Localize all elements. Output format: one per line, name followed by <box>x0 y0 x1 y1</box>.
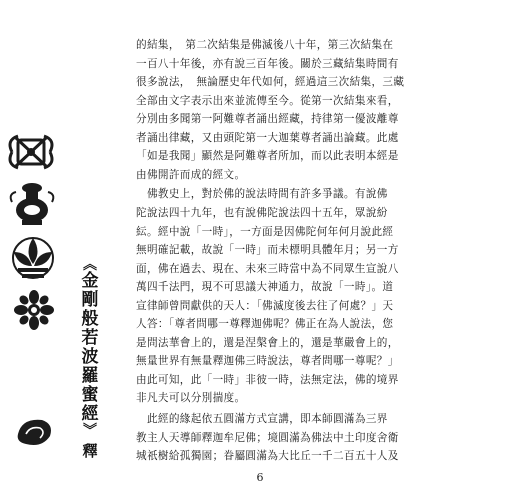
text-line: 紜。經中說「一時」，一方面是因佛陀何年何月說此經 <box>136 225 394 238</box>
text-line: 由此可知，此「一時」非彼一時，法無定法，佛的境界 <box>136 373 399 386</box>
text-line: 陀說法四十九年，也有說佛陀說法四十五年，眾說紛 <box>136 206 388 219</box>
text-line: 無量世界有無量釋迦佛三時說法，尊者問哪一尊呢？」 <box>136 355 399 368</box>
text-line: 是問法華會上的，還是涅槃會上的，還是華嚴會上的， <box>136 336 399 349</box>
conch-icon <box>12 412 56 452</box>
title-char: 波 <box>81 347 99 367</box>
title-char: 羅 <box>81 366 99 386</box>
text-line: 教主人天導師釋迦牟尼佛；境圓滿為佛法中土印度舍衛 <box>136 431 399 444</box>
text-line: 萬四千法門，現不可思議大神通力，故說「一時」。道 <box>136 281 394 294</box>
title-char: 剛 <box>81 290 99 310</box>
title-char: 若 <box>81 328 99 348</box>
text-line: 宣律師曾問獻供的天人：「佛滅度後去往了何處？」天 <box>136 299 394 312</box>
text-line: 很多說法， 無論歷史年代如何，經過這三次結集，三藏 <box>136 76 405 89</box>
text-line: 佛教史上，對於佛的說法時間有許多爭議。有說佛 <box>136 188 388 201</box>
text-line: 無明確記載，故說「一時」而未標明具體年月；另一方 <box>136 244 399 257</box>
text-line: 者誦出律藏，又由頭陀第一大迦葉尊者誦出論藏。此處 <box>136 131 399 144</box>
title-close-bracket: ︾ <box>83 423 97 439</box>
title-char: 般 <box>81 309 99 329</box>
ornament-column <box>4 130 64 470</box>
vertical-book-title <box>78 258 102 461</box>
endless-knot-icon <box>8 130 54 174</box>
text-line: 非凡夫可以分別揣度。 <box>136 392 246 405</box>
text-line: 面，佛在過去、現在、未來三時當中為不同眾生宣說八 <box>136 262 399 275</box>
text-line: 城祇樹給孤獨園；眷屬圓滿為大比丘一千二百五十人及 <box>136 450 399 463</box>
title-char: 蜜 <box>81 385 99 405</box>
text-line: 的結集， 第二次結集是佛滅後八十年，第三次結集在 <box>136 39 394 51</box>
text-line: 分別由多聞第一阿難尊者誦出經藏，持律第一優波離尊 <box>136 113 399 126</box>
title-suffix: 釋 <box>82 442 98 460</box>
lotus-icon <box>8 234 58 282</box>
title-char: 金 <box>81 271 99 291</box>
page-number: 6 <box>256 471 264 484</box>
flower-icon <box>10 290 58 334</box>
text-line: 此經的緣起依五圓滿方式宣講，即本師圓滿為三界 <box>136 413 388 425</box>
text-line: 「如是我聞」顯然是阿難尊者所加，而以此表明本經是 <box>136 150 399 163</box>
text-line: 由佛開許而成的經文。 <box>136 168 246 181</box>
text-line: 人答：「尊者問哪一尊釋迦佛呢？佛正在為人說法，您 <box>136 318 394 331</box>
text-line: 一百八十年後，亦有說三百年後。關於三藏結集時間有 <box>136 57 399 70</box>
text-line: 全部由文字表示出來並流傳至今。從第一次結集來看， <box>136 94 399 107</box>
title-open-bracket: ︽ <box>83 257 97 273</box>
title-char: 經 <box>81 404 99 424</box>
treasure-vase-icon <box>6 180 58 226</box>
